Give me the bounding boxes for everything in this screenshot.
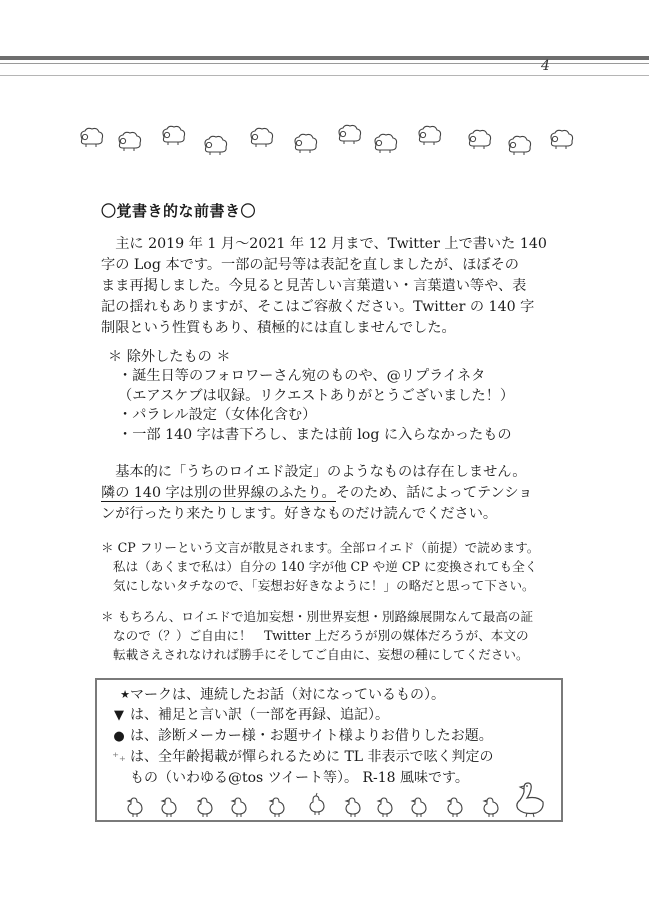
- section-heading: 〇覚書き的な前書き〇: [101, 202, 257, 220]
- legend: [108, 685, 548, 788]
- legend-row-star: [108, 685, 548, 705]
- header-rule-thick: [0, 56, 649, 60]
- legend-row-circle: [108, 726, 548, 747]
- sheep-icon: [546, 128, 576, 150]
- underlined-phrase: 隣の 140 字は別の世界線のふたり。: [101, 485, 336, 501]
- note-line: 私は（あくまで私は）自分の 140 字が他 CP や逆 CP に変換されても全く: [113, 559, 538, 574]
- page-number: 4: [541, 58, 550, 74]
- filled-circle-icon: ●: [113, 729, 125, 744]
- sheep-icon: [334, 123, 364, 145]
- sheep-icon: [370, 132, 400, 154]
- sheep-icon: [414, 124, 444, 146]
- legend-text: は、診断メーカー様・お題サイト様よりお借りしたお題。: [130, 728, 493, 744]
- chick-icon: [228, 796, 250, 818]
- cp-free-note: [101, 538, 571, 595]
- excluded-title: ＊ 除外したもの ＊: [108, 349, 231, 365]
- down-triangle-icon: ▼: [114, 708, 124, 723]
- sheep-icon: [158, 124, 188, 146]
- sheep-decoration-row: [70, 120, 580, 160]
- note-line: 転載さえされなければ勝手にそしてご自由に、妄想の種にしてください。: [113, 647, 529, 662]
- sheep-icon: [246, 126, 276, 148]
- sheep-icon: [464, 128, 494, 150]
- chick-icon: [194, 796, 216, 818]
- sparkle-icon: ⁺₊: [112, 750, 126, 765]
- chick-decoration-row: [124, 782, 564, 818]
- chick-icon: [306, 792, 328, 816]
- legend-text: もの（いわゆる@tos ツイート等）。 R-18 風味です。: [130, 770, 469, 786]
- legend-row-sparkle: [108, 747, 548, 768]
- intro-line: 制限という性質もあり、積極的には直しませんでした。: [101, 320, 456, 336]
- intro-paragraph: [101, 234, 556, 339]
- excluded-item: ・一部 140 字は書下ろし、または前 log に入らなかったもの: [118, 426, 512, 443]
- intro-line: 記の揺れもありますが、そこはご容赦ください。Twitter の 140 字: [101, 299, 535, 315]
- basic-line: 基本的に「うちのロイエド設定」のようなものは存在しません。: [101, 464, 527, 480]
- legend-text: は、全年齢掲載が憚られるために TL 非表示で呟く判定の: [130, 749, 494, 765]
- excluded-item: ・誕生日等のフォロワーさん宛のものや、@リプライネタ: [118, 368, 486, 384]
- chick-icon: [480, 796, 502, 818]
- legend-row-triangle: [108, 705, 548, 726]
- note-line: 気にしないタチなので、「妄想お好きなように！」の略だと思って下さい。: [113, 578, 535, 593]
- excluded-item: ・パラレル設定（女体化含む）: [118, 407, 317, 423]
- basic-line: ンが行ったり来たりします。好きなものだけ読んでください。: [101, 506, 498, 522]
- basic-paragraph: [101, 462, 556, 525]
- basic-line: [101, 483, 556, 504]
- chick-icon: [158, 796, 180, 818]
- chick-icon: [266, 796, 288, 818]
- excluded-item: （エアスケブは収録。リクエストありがとうございました！）: [118, 387, 515, 404]
- basic-line-rest: そのため、話によってテンショ: [335, 485, 533, 501]
- chick-icon: [408, 796, 430, 818]
- excluded-list: [118, 367, 568, 445]
- chick-icon: [342, 796, 364, 818]
- intro-line: 字の Log 本です。一部の記号等は表記を直しましたが、ほぼその: [101, 257, 519, 273]
- chick-icon: [444, 796, 466, 818]
- sheep-icon: [504, 134, 534, 156]
- intro-line: 主に 2019 年 1 月～2021 年 12 月まで、Twitter 上で書いた 140: [101, 236, 547, 252]
- sheep-icon: [200, 134, 230, 156]
- chick-icon: [124, 796, 146, 818]
- chick-icon: [374, 796, 396, 818]
- sheep-icon: [114, 130, 144, 152]
- note-line: ＊ もちろん、ロイエドで追加妄想・別世界妄想・別路線展開なんて最高の証: [101, 609, 534, 624]
- freedom-note: [101, 607, 571, 664]
- header-rule-thin: [0, 63, 649, 64]
- intro-line: まま再掲しました。今見ると見苦しい言葉遣い・言葉遣い等や、表: [101, 278, 527, 294]
- legend-text: マークは、連続したお話（対になっているもの）。: [130, 687, 445, 703]
- header-rule-light: [0, 75, 649, 76]
- note-line: なので（？）ご自由に！ Twitter 上だろうが別の媒体だろうが、本文の: [113, 628, 529, 643]
- note-line: ＊ CP フリーという文言が散見されます。全部ロイエド（前提）で読めます。: [101, 540, 540, 555]
- sheep-icon: [290, 132, 320, 154]
- legend-text: は、補足と言い訳（一部を再録、追記）。: [130, 707, 389, 723]
- star-icon: ★: [120, 688, 130, 701]
- goose-icon: [512, 782, 546, 818]
- sheep-icon: [76, 126, 106, 148]
